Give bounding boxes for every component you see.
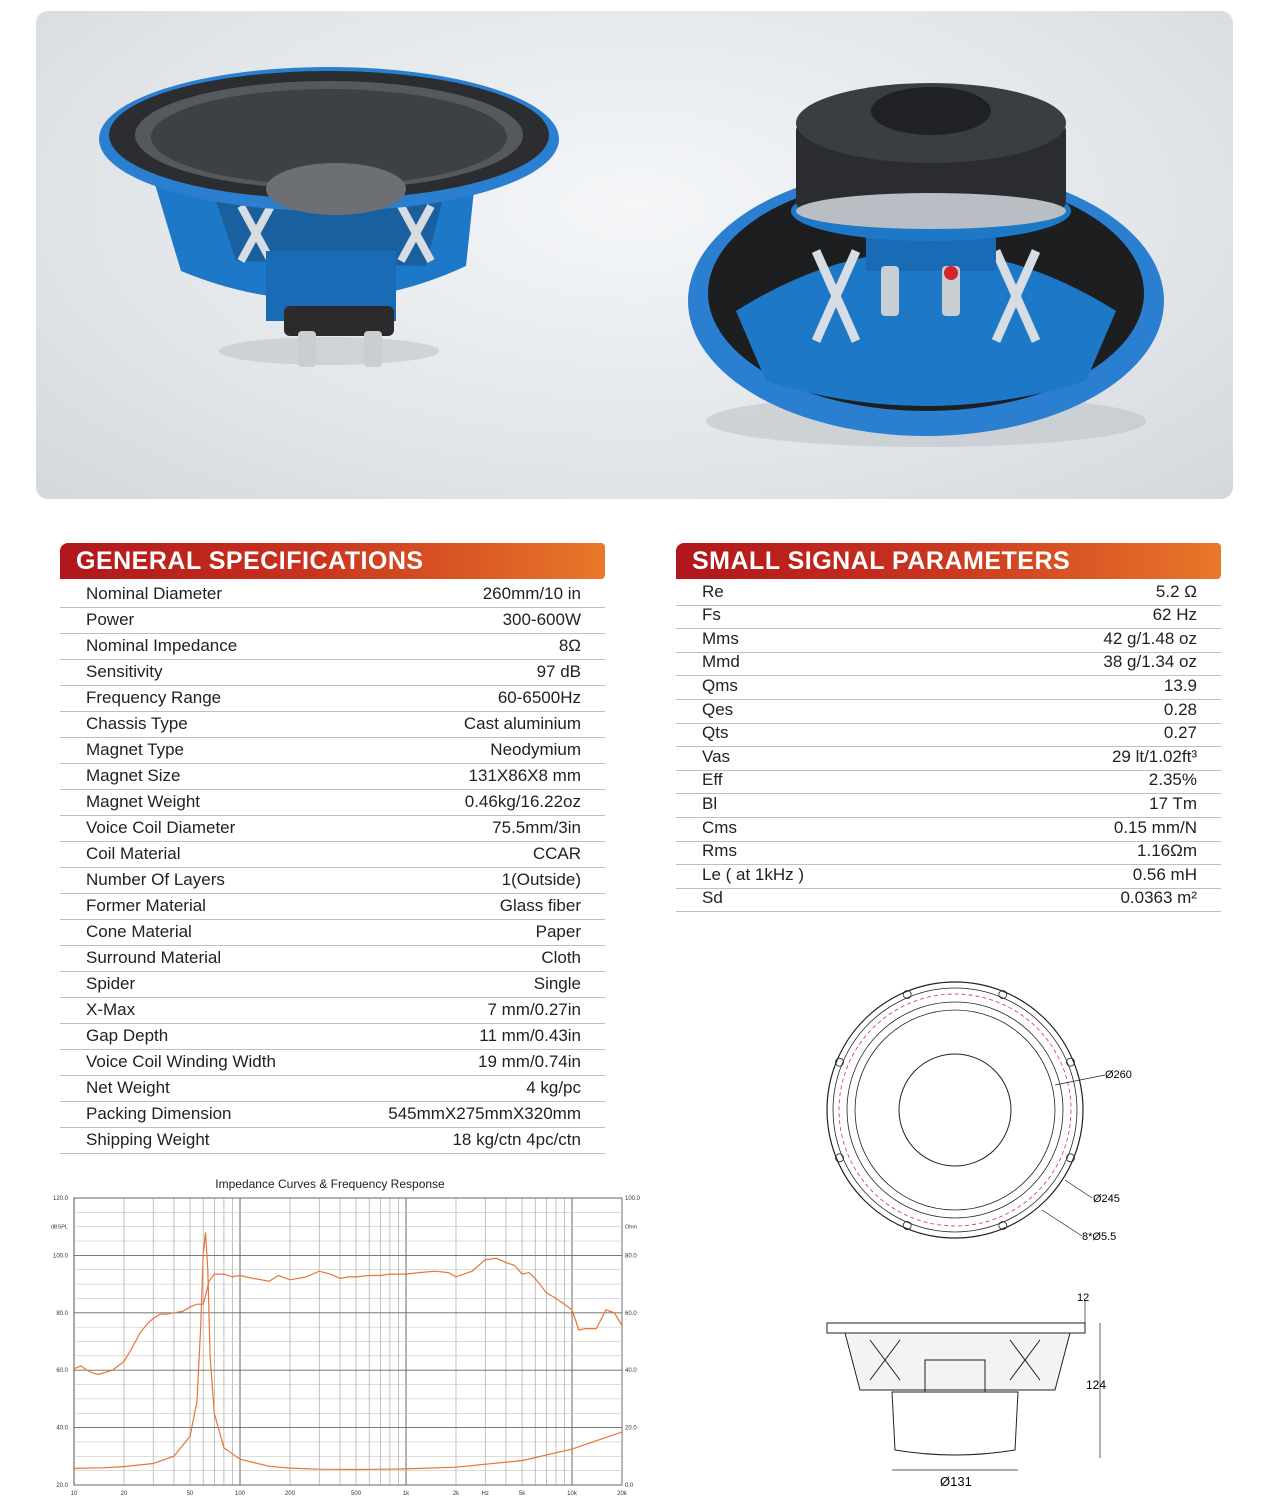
flange-thickness-label: 12	[1077, 1292, 1090, 1304]
general-spec-key: Gap Depth	[86, 1026, 169, 1045]
general-spec-key: Frequency Range	[86, 688, 222, 707]
general-spec-row	[60, 737, 605, 764]
right-tick-label: 80.0	[625, 1253, 637, 1260]
small-signal-value: 29 lt/1.02ft³	[1111, 746, 1197, 766]
general-spec-value: 1(Outside)	[501, 870, 581, 889]
general-spec-row	[60, 997, 605, 1024]
x-tick-label: 100	[235, 1491, 246, 1496]
right-tick-label: 60.0	[625, 1310, 637, 1317]
general-specs-title: GENERAL SPECIFICATIONS	[76, 547, 424, 575]
small-signal-row	[676, 675, 1221, 700]
left-tick-label: 120.0	[52, 1196, 68, 1202]
general-spec-key: Number Of Layers	[86, 870, 225, 889]
general-spec-row	[60, 581, 605, 608]
general-spec-value: Single	[533, 974, 581, 993]
general-spec-row	[60, 763, 605, 790]
general-spec-key: Former Material	[86, 896, 206, 915]
small-signal-key: Sd	[702, 888, 723, 908]
diameter-245-label: Ø245	[1093, 1193, 1120, 1205]
left-tick-label: 60.0	[56, 1368, 68, 1375]
general-spec-value: Cloth	[541, 948, 581, 967]
small-signal-key: Mms	[702, 628, 739, 648]
small-signal-value: 17 Tm	[1149, 793, 1197, 813]
small-signal-key: Bl	[702, 793, 718, 813]
right-axis-label: Ohm	[625, 1224, 637, 1231]
general-specs-table	[60, 581, 605, 1155]
small-signal-row	[676, 841, 1221, 866]
general-spec-key: Net Weight	[86, 1078, 170, 1097]
left-tick-label: 20.0	[56, 1483, 68, 1489]
dimension-drawing	[800, 980, 1140, 1490]
speaker-back-image	[688, 83, 1164, 447]
left-tick-label: 100.0	[52, 1253, 68, 1260]
general-spec-value: 19 mm/0.74in	[478, 1052, 581, 1071]
left-tick-label: 40.0	[56, 1425, 68, 1432]
diameter-260-label: Ø260	[1105, 1069, 1132, 1081]
small-signal-value: 13.9	[1163, 675, 1197, 695]
general-spec-value: 11 mm/0.43in	[479, 1026, 581, 1045]
right-tick-label: 0.0	[625, 1483, 634, 1489]
general-spec-row	[60, 867, 605, 894]
small-signal-table	[676, 581, 1221, 915]
speaker-front-image	[99, 67, 559, 367]
small-signal-value: 62 Hz	[1152, 605, 1197, 625]
general-spec-row	[60, 659, 605, 686]
general-spec-key: Magnet Size	[86, 766, 181, 785]
small-signal-key: Eff	[702, 770, 723, 790]
small-signal-key: Rms	[702, 841, 737, 861]
general-spec-row	[60, 1049, 605, 1076]
general-spec-row	[60, 685, 605, 712]
small-signal-value: 42 g/1.48 oz	[1103, 628, 1197, 648]
small-signal-value: 0.27	[1163, 723, 1197, 743]
general-spec-row	[60, 1127, 605, 1154]
small-signal-row	[676, 723, 1221, 748]
top-view-drawing	[827, 982, 1132, 1243]
small-signal-key: Fs	[702, 605, 721, 625]
small-signal-row	[676, 746, 1221, 771]
x-tick-label: 200	[284, 1491, 295, 1496]
small-signal-row	[676, 628, 1221, 653]
left-axis-label: dBSPL	[50, 1224, 68, 1231]
small-signal-row	[676, 793, 1221, 818]
small-signal-value: 1.16Ωm	[1137, 841, 1197, 861]
general-spec-key: Nominal Impedance	[86, 636, 238, 655]
small-signal-key: Qts	[702, 723, 729, 743]
general-spec-value: Glass fiber	[499, 896, 581, 915]
side-view-drawing	[827, 1292, 1106, 1489]
general-spec-key: X-Max	[86, 1000, 136, 1019]
general-spec-value: Paper	[535, 922, 581, 941]
small-signal-header	[676, 543, 1221, 579]
small-signal-value: 0.15 mm/N	[1113, 817, 1197, 837]
general-spec-row	[60, 919, 605, 946]
general-spec-value: Cast aluminium	[463, 714, 581, 733]
small-signal-value: 0.28	[1163, 699, 1197, 719]
general-spec-key: Cone Material	[86, 922, 192, 941]
general-spec-value: 4 kg/pc	[526, 1078, 581, 1097]
general-specs-header	[60, 543, 605, 579]
small-signal-key: Mmd	[702, 652, 740, 672]
small-signal-key: Le ( at 1kHz )	[702, 864, 805, 884]
x-axis-label: Hz	[481, 1491, 489, 1496]
chart-title: Impedance Curves & Frequency Response	[215, 1177, 445, 1191]
general-spec-key: Magnet Type	[86, 740, 184, 759]
small-signal-row	[676, 864, 1221, 889]
general-spec-value: 7 mm/0.27in	[487, 1000, 581, 1019]
general-spec-value: 545mmX275mmX320mm	[388, 1104, 581, 1123]
general-spec-row	[60, 841, 605, 868]
small-signal-value: 5.2 Ω	[1155, 581, 1197, 601]
general-spec-row	[60, 971, 605, 998]
right-tick-label: 100.0	[625, 1196, 641, 1202]
general-spec-row	[60, 1075, 605, 1102]
general-spec-row	[60, 633, 605, 660]
small-signal-row	[676, 652, 1221, 677]
small-signal-title: SMALL SIGNAL PARAMETERS	[692, 547, 1071, 575]
general-spec-value: 97 dB	[536, 662, 581, 681]
small-signal-value: 0.0363 m²	[1120, 888, 1197, 908]
general-spec-value: 60-6500Hz	[497, 688, 581, 707]
general-spec-row	[60, 945, 605, 972]
x-tick-label: 20	[120, 1491, 128, 1496]
mounting-holes-label: 8*Ø5.5	[1082, 1231, 1117, 1243]
x-tick-label: 5k	[518, 1491, 526, 1496]
small-signal-key: Re	[702, 581, 724, 601]
general-spec-key: Chassis Type	[86, 714, 188, 733]
depth-label: 124	[1086, 1378, 1107, 1392]
general-spec-value: 8Ω	[558, 636, 581, 655]
general-spec-key: Voice Coil Diameter	[86, 818, 236, 837]
general-spec-value: 131X86X8 mm	[468, 766, 581, 785]
magnet-diameter-label: Ø131	[940, 1474, 972, 1489]
general-spec-key: Shipping Weight	[86, 1130, 210, 1149]
small-signal-row	[676, 770, 1221, 795]
general-spec-row	[60, 893, 605, 920]
small-signal-value: 0.56 mH	[1132, 864, 1197, 884]
general-spec-row	[60, 1101, 605, 1128]
general-spec-key: Spider	[86, 974, 136, 993]
small-signal-row	[676, 888, 1221, 913]
small-signal-key: Qes	[702, 699, 734, 719]
product-photo-panel	[36, 11, 1233, 499]
x-tick-label: 50	[186, 1491, 194, 1496]
right-tick-label: 40.0	[625, 1368, 637, 1375]
general-spec-row	[60, 789, 605, 816]
small-signal-key: Vas	[702, 746, 731, 766]
x-tick-label: 2k	[452, 1491, 460, 1496]
general-spec-value: 0.46kg/16.22oz	[464, 792, 581, 811]
general-spec-key: Nominal Diameter	[86, 584, 223, 603]
small-signal-row	[676, 699, 1221, 724]
x-tick-label: 500	[351, 1491, 362, 1496]
general-spec-value: 75.5mm/3in	[492, 818, 581, 837]
general-spec-row	[60, 711, 605, 738]
general-spec-row	[60, 815, 605, 842]
x-tick-label: 1k	[402, 1491, 410, 1496]
left-tick-label: 80.0	[56, 1310, 68, 1317]
general-spec-key: Power	[86, 610, 135, 629]
general-spec-key: Sensitivity	[86, 662, 163, 681]
general-spec-value: 260mm/10 in	[482, 584, 581, 603]
general-spec-row	[60, 1023, 605, 1050]
small-signal-key: Cms	[702, 817, 737, 837]
general-spec-value: CCAR	[532, 844, 581, 863]
small-signal-row	[676, 605, 1221, 630]
general-spec-value: 18 kg/ctn 4pc/ctn	[452, 1130, 581, 1149]
small-signal-row	[676, 581, 1221, 606]
general-spec-key: Packing Dimension	[86, 1104, 232, 1123]
x-tick-label: 10k	[567, 1491, 577, 1496]
general-spec-key: Surround Material	[86, 948, 222, 967]
general-spec-value: 300-600W	[502, 610, 581, 629]
right-tick-label: 20.0	[625, 1425, 637, 1432]
general-spec-key: Magnet Weight	[86, 792, 201, 811]
general-spec-value: Neodymium	[490, 740, 581, 759]
small-signal-value: 2.35%	[1148, 770, 1197, 790]
small-signal-key: Qms	[702, 675, 738, 695]
general-spec-row	[60, 607, 605, 634]
small-signal-row	[676, 817, 1221, 842]
speaker-photos	[36, 11, 1233, 499]
small-signal-value: 38 g/1.34 oz	[1103, 652, 1197, 672]
general-spec-key: Coil Material	[86, 844, 181, 863]
general-spec-key: Voice Coil Winding Width	[86, 1052, 276, 1071]
x-tick-label: 20k	[617, 1491, 627, 1496]
x-tick-label: 10	[70, 1491, 78, 1496]
impedance-frequency-chart	[40, 1190, 650, 1496]
